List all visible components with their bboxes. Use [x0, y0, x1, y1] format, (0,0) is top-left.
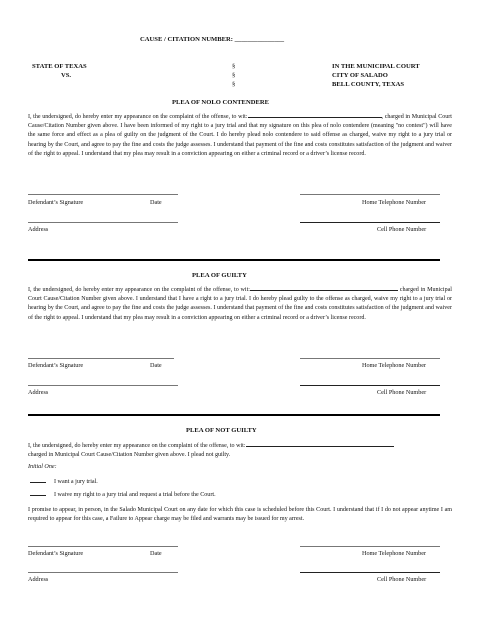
section-symbol-3: § — [232, 81, 236, 88]
not-guilty-home-phone-label: Home Telephone Number — [362, 550, 427, 557]
nolo-cell-phone-label: Cell Phone Number — [377, 226, 427, 233]
appearance-promise: I promise to appear, in person, in the Salado Municipal Court on any date for which this case is scheduled before this Court. I understand that if I do not appear anytime I am required to appear for this case, a Failure to Appear charge may be filed and warrants may be issued for my arrest. — [28, 507, 452, 523]
state-of-texas: STATE OF TEXAS — [32, 63, 87, 70]
county-name: BELL COUNTY, TEXAS — [332, 81, 405, 88]
nolo-date-label: Date — [150, 199, 162, 206]
guilty-home-phone-label: Home Telephone Number — [362, 362, 427, 369]
jury-trial-option — [30, 477, 98, 486]
guilty-lead: I, the undersigned, do hereby enter my appearance on the complaint of the offense, to wit: — [28, 287, 250, 293]
guilty-home-phone-line[interactable] — [300, 358, 440, 359]
versus-label: VS. — [61, 72, 72, 79]
not-guilty-address-label: Address — [28, 576, 49, 583]
not-guilty-cell-phone-label: Cell Phone Number — [377, 576, 427, 583]
guilty-address-line[interactable] — [28, 385, 178, 386]
guilty-paragraph — [28, 284, 452, 323]
nolo-offense-field[interactable] — [248, 111, 382, 118]
bench-trial-option — [30, 490, 216, 499]
jury-trial-initial-field[interactable] — [30, 477, 46, 483]
city-name: CITY OF SALADO — [332, 72, 388, 79]
bench-trial-option-text: I waive my right to a jury trial and request a trial before the Court. — [54, 492, 216, 498]
not-guilty-cell-phone-line[interactable] — [300, 572, 440, 573]
not-guilty-signature-label: Defendant’s Signature — [28, 550, 84, 557]
section-divider-2 — [28, 414, 440, 416]
not-guilty-body: charged in Municipal Court Cause/Citation Number given above. I plead not guilty. — [28, 452, 231, 459]
bench-trial-initial-field[interactable] — [30, 490, 46, 496]
nolo-address-label: Address — [28, 226, 49, 233]
cause-number-label: CAUSE / CITATION NUMBER: _______________ — [140, 36, 285, 43]
nolo-signature-label: Defendant’s Signature — [28, 199, 84, 206]
court-name: IN THE MUNICIPAL COURT — [332, 63, 420, 70]
guilty-body: charged in Municipal Court Cause/Citation Number given above. I understand that I have a right to a jury trial. I do hereby plead guilty to the offense as charged, waive my right to a jury trial or hearing by the Court, and agree to pay the fine and costs the judge assesses. I understand that payment of the fine and costs constitutes satisfaction of the judgment and waiver of the right to appeal. I understand that my plea may result in a conviction appearing on either a criminal record or a driver’s license record. — [28, 287, 452, 321]
guilty-signature-line[interactable] — [28, 358, 174, 359]
not-guilty-date-label: Date — [150, 550, 162, 557]
guilty-offense-field[interactable] — [250, 284, 398, 291]
not-guilty-offense-field[interactable] — [246, 440, 394, 447]
guilty-cell-phone-label: Cell Phone Number — [377, 389, 427, 396]
nolo-home-phone-line[interactable] — [300, 194, 440, 195]
nolo-paragraph: I, the undersigned, do hereby enter my appearance on the complaint of the offense, to wit: , charged in Municipal Court Cause/Citation Number given above. I have been informed of my right to a jury trial and that my signature on this plea of nolo contendere (meaning "no contest") will have the same force and effect as a plea of guilty on the judgment of the Court. I do hereby plead nolo contendere to said offense as charged, waive my right to a jury trial or hearing by the Court, and agree to pay the fine and costs the judge assesses. I understand that payment of the fine and costs constitutes satisfaction of the judgment and waiver of the right to appeal. I understand that my plea may result in a conviction appearing on either a criminal record or a driver’s license record. — [28, 111, 452, 159]
nolo-home-phone-label: Home Telephone Number — [362, 199, 427, 206]
section-divider-1 — [28, 259, 440, 261]
not-guilty-home-phone-line[interactable] — [300, 546, 440, 547]
section-symbol-1: § — [232, 63, 236, 70]
not-guilty-lead: I, the undersigned, do hereby enter my appearance on the complaint of the offense, to wit: — [28, 443, 246, 449]
initial-one-label: Initial One: — [28, 464, 57, 470]
nolo-lead: I, the undersigned, do hereby enter my appearance on the complaint of the offense, to wit: — [28, 114, 248, 120]
guilty-address-label: Address — [28, 389, 49, 396]
guilty-date-label: Date — [150, 362, 162, 369]
nolo-cell-phone-line[interactable] — [300, 222, 440, 223]
nolo-signature-line[interactable] — [28, 194, 178, 195]
not-guilty-signature-line[interactable] — [28, 546, 178, 547]
nolo-body: charged in Municipal Court Cause/Citation Number given above. I have been informed of my right to a jury trial and that my signature on this plea of nolo contendere (meaning "no contest") will have the same force and effect as a plea of guilty on the judgment of the Court. I do hereby plead nolo contendere to said offense as charged, waive my right to a jury trial or hearing by the Court, and agree to pay the fine and costs the judge assesses. I understand that payment of the fine and costs constitutes satisfaction of the judgment and waiver of the right to appeal. I understand that my plea may result in a conviction appearing on either a criminal record or a driver’s license record. — [28, 114, 452, 157]
guilty-signature-label: Defendant’s Signature — [28, 362, 84, 369]
not-guilty-address-line[interactable] — [28, 572, 178, 573]
nolo-title: PLEA OF NOLO CONTENDERE — [172, 99, 270, 106]
jury-trial-option-text: I want a jury trial. — [54, 479, 98, 485]
section-symbol-2: § — [232, 72, 236, 79]
guilty-title: PLEA OF GUILTY — [192, 272, 247, 279]
not-guilty-paragraph — [28, 440, 452, 460]
nolo-address-line[interactable] — [28, 222, 178, 223]
not-guilty-title: PLEA OF NOT GUILTY — [186, 427, 257, 434]
guilty-cell-phone-line[interactable] — [300, 385, 440, 386]
